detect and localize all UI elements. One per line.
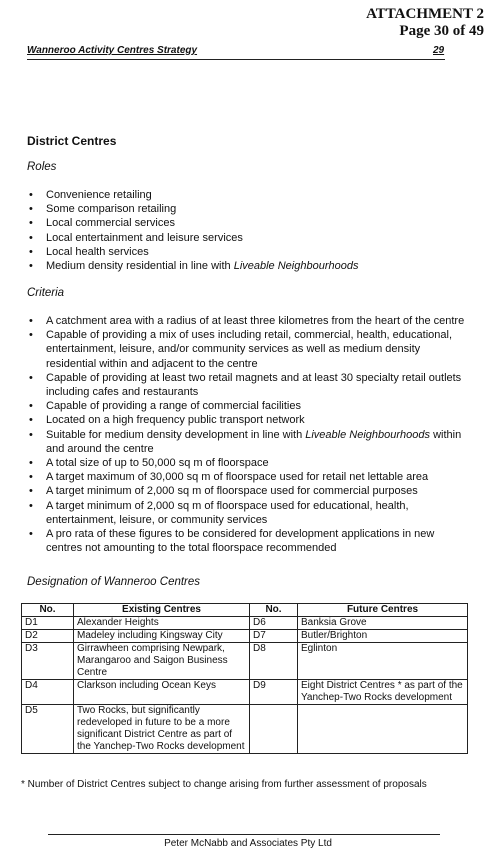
cell-existing-centre: Girrawheen comprising Newpark, Marangaroo and Saigon Business Centre (74, 643, 250, 680)
list-item (27, 413, 467, 427)
bullet-icon: • (29, 414, 33, 427)
criteria-list (27, 314, 467, 555)
cell-existing-centre: Madeley including Kingsway City (74, 630, 250, 643)
list-item (27, 188, 467, 202)
attachment-page: Page 30 of 49 (399, 23, 484, 39)
list-item-text: Capable of providing at least two retail magnets and at least 30 specialty retail outlets including cafes and restaurants (46, 371, 462, 399)
cell-existing-no: D3 (22, 643, 74, 680)
roles-list (27, 188, 467, 273)
footer-text: Peter McNabb and Associates Pty Ltd (164, 838, 332, 849)
footnote: * Number of District Centres subject to change arising from further assessment of proposals (21, 779, 427, 790)
page-number: 29 (433, 45, 445, 56)
list-item-text: Capable of providing a mix of uses including retail, commercial, health, educational, entertainment, leisure, and/or community services as well as medium density residential within and adjacent to the centre (46, 329, 452, 370)
cell-future-no: D7 (250, 630, 298, 643)
table-header-row (22, 604, 468, 617)
footer-rule (48, 834, 440, 835)
header-no-existing: No. (22, 604, 74, 617)
list-item-text: Capable of providing a range of commercial facilities (46, 400, 301, 413)
cell-existing-centre: Two Rocks, but significantly redeveloped in future to be a more significant District Centre as part of the Yanchep-Two Rocks development (74, 705, 250, 754)
list-item-emphasis: Liveable Neighbourhoods (233, 260, 359, 273)
header-future-centres: Future Centres (298, 604, 468, 617)
document-title: Wanneroo Activity Centres Strategy (27, 45, 198, 56)
attachment-title: ATTACHMENT 2 (366, 6, 484, 22)
list-item-text: Local entertainment and leisure services (46, 231, 243, 244)
cell-future-no: D6 (250, 617, 298, 630)
cell-future-centre: Eight District Centres * as part of the Yanchep-Two Rocks development (298, 680, 468, 705)
list-item-text: A catchment area with a radius of at least three kilometres from the heart of the centre (46, 315, 465, 327)
list-item (27, 245, 467, 259)
list-item (27, 456, 467, 470)
bullet-icon: • (29, 315, 33, 327)
list-item-text: Convenience retailing (46, 189, 152, 201)
bullet-icon: • (29, 189, 33, 201)
list-item-text: Suitable for medium density development in line with (46, 428, 306, 441)
header-no-future: No. (250, 604, 298, 617)
bullet-icon: • (29, 428, 33, 441)
cell-existing-no: D4 (22, 680, 74, 705)
list-item (27, 231, 467, 245)
cell-future-no (250, 705, 298, 754)
list-item (27, 428, 467, 456)
section-title: District Centres (27, 134, 117, 148)
list-item-text: Some comparison retailing (46, 203, 177, 216)
bullet-icon: • (29, 231, 33, 244)
bullet-icon: • (29, 485, 33, 498)
bullet-icon: • (29, 471, 33, 484)
list-item (27, 499, 467, 527)
list-item-text: Local health services (46, 245, 149, 258)
bullet-icon: • (29, 260, 33, 273)
list-item-text: Local commercial services (46, 217, 175, 230)
designation-heading: Designation of Wanneroo Centres (27, 576, 201, 588)
cell-existing-no: D1 (22, 617, 74, 630)
list-item-emphasis: Liveable Neighbourhoods (305, 428, 431, 441)
table-row (22, 643, 468, 680)
centres-table (21, 603, 468, 754)
table-row (22, 705, 468, 754)
bullet-icon: • (29, 371, 33, 384)
table-row (22, 630, 468, 643)
bullet-icon: • (29, 217, 33, 230)
bullet-icon: • (29, 528, 33, 541)
cell-future-no: D8 (250, 643, 298, 680)
list-item-text: A pro rata of these figures to be considered for development applications in new centres not amounting to the total floorspace recommended (46, 528, 435, 555)
bullet-icon: • (29, 329, 33, 342)
bullet-icon: • (29, 457, 33, 470)
list-item-text: A target minimum of 2,000 sq m of floorspace used for commercial purposes (46, 485, 418, 498)
cell-future-centre: Butler/Brighton (298, 630, 468, 643)
roles-heading: Roles (27, 161, 57, 173)
cell-future-no: D9 (250, 680, 298, 705)
list-item-text: Located on a high frequency public transport network (46, 414, 305, 427)
list-item (27, 527, 467, 555)
list-item-text-continued: within and around the centre (46, 428, 462, 455)
table-row (22, 617, 468, 630)
cell-future-centre: Banksia Grove (298, 617, 468, 630)
bullet-icon: • (29, 245, 33, 258)
bullet-icon: • (29, 203, 33, 216)
cell-future-centre: Eglinton (298, 643, 468, 680)
list-item (27, 202, 467, 216)
list-item (27, 314, 467, 328)
table-row (22, 680, 468, 705)
list-item (27, 216, 467, 230)
cell-existing-no: D5 (22, 705, 74, 754)
list-item (27, 371, 467, 399)
criteria-heading: Criteria (27, 287, 65, 299)
cell-existing-centre: Alexander Heights (74, 617, 250, 630)
attachment-label (366, 6, 484, 40)
bullet-icon: • (29, 499, 33, 512)
list-item (27, 399, 467, 413)
list-item-text: A target maximum of 30,000 sq m of floorspace used for retail net lettable area (46, 471, 429, 484)
bullet-icon: • (29, 400, 33, 413)
list-item (27, 328, 467, 371)
list-item-text: A target minimum of 2,000 sq m of floorspace used for educational, health, entertainment, leisure, or community services (46, 499, 409, 526)
cell-future-centre (298, 705, 468, 754)
header-rule (27, 59, 445, 60)
cell-existing-no: D2 (22, 630, 74, 643)
list-item (27, 470, 467, 484)
header-existing-centres: Existing Centres (74, 604, 250, 617)
list-item-text: A total size of up to 50,000 sq m of floorspace (46, 457, 269, 470)
list-item (27, 259, 467, 273)
list-item-text: Medium density residential in line with (46, 260, 234, 273)
list-item (27, 484, 467, 498)
cell-existing-centre: Clarkson including Ocean Keys (74, 680, 250, 705)
